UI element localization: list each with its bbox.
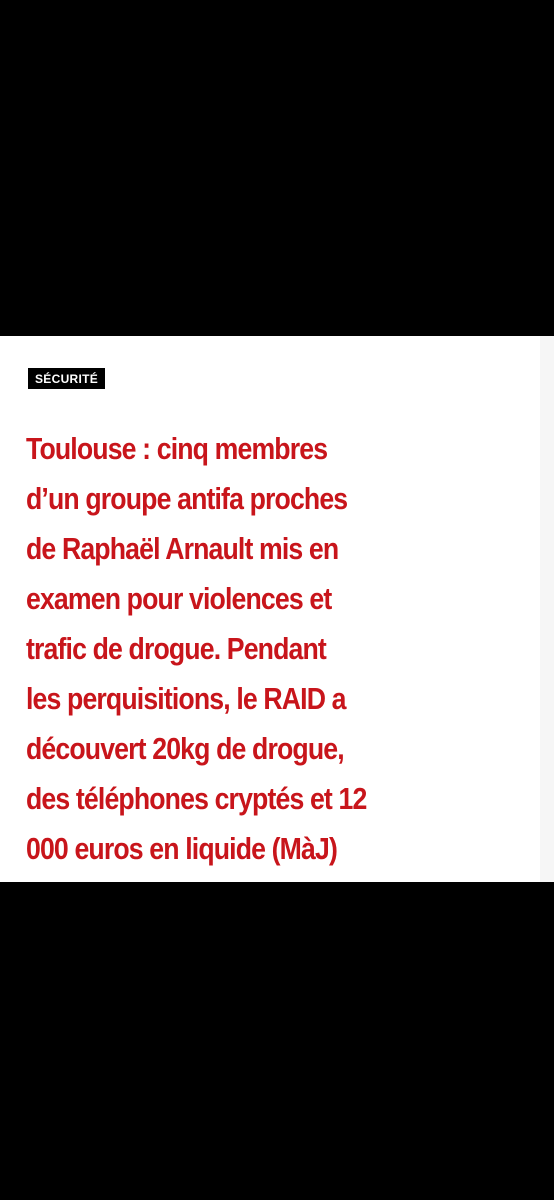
top-black-area bbox=[0, 0, 554, 336]
headline-line: 000 euros en liquide (MàJ) bbox=[26, 831, 337, 866]
headline-line: les perquisitions, le RAID a bbox=[26, 681, 346, 716]
headline-line: de Raphaël Arnault mis en bbox=[26, 531, 339, 566]
article-headline[interactable] bbox=[26, 424, 456, 874]
category-badge[interactable]: SÉCURITÉ bbox=[28, 368, 105, 389]
card-right-edge bbox=[540, 336, 554, 882]
headline-line: découvert 20kg de drogue, bbox=[26, 731, 344, 766]
headline-line: Toulouse : cinq membres bbox=[26, 431, 328, 466]
bottom-black-area bbox=[0, 882, 554, 1200]
article-card[interactable] bbox=[0, 336, 540, 882]
headline-line: d’un groupe antifa proches bbox=[26, 481, 348, 516]
headline-line: des téléphones cryptés et 12 bbox=[26, 781, 367, 816]
headline-line: examen pour violences et bbox=[26, 581, 332, 616]
headline-line: trafic de drogue. Pendant bbox=[26, 631, 326, 666]
